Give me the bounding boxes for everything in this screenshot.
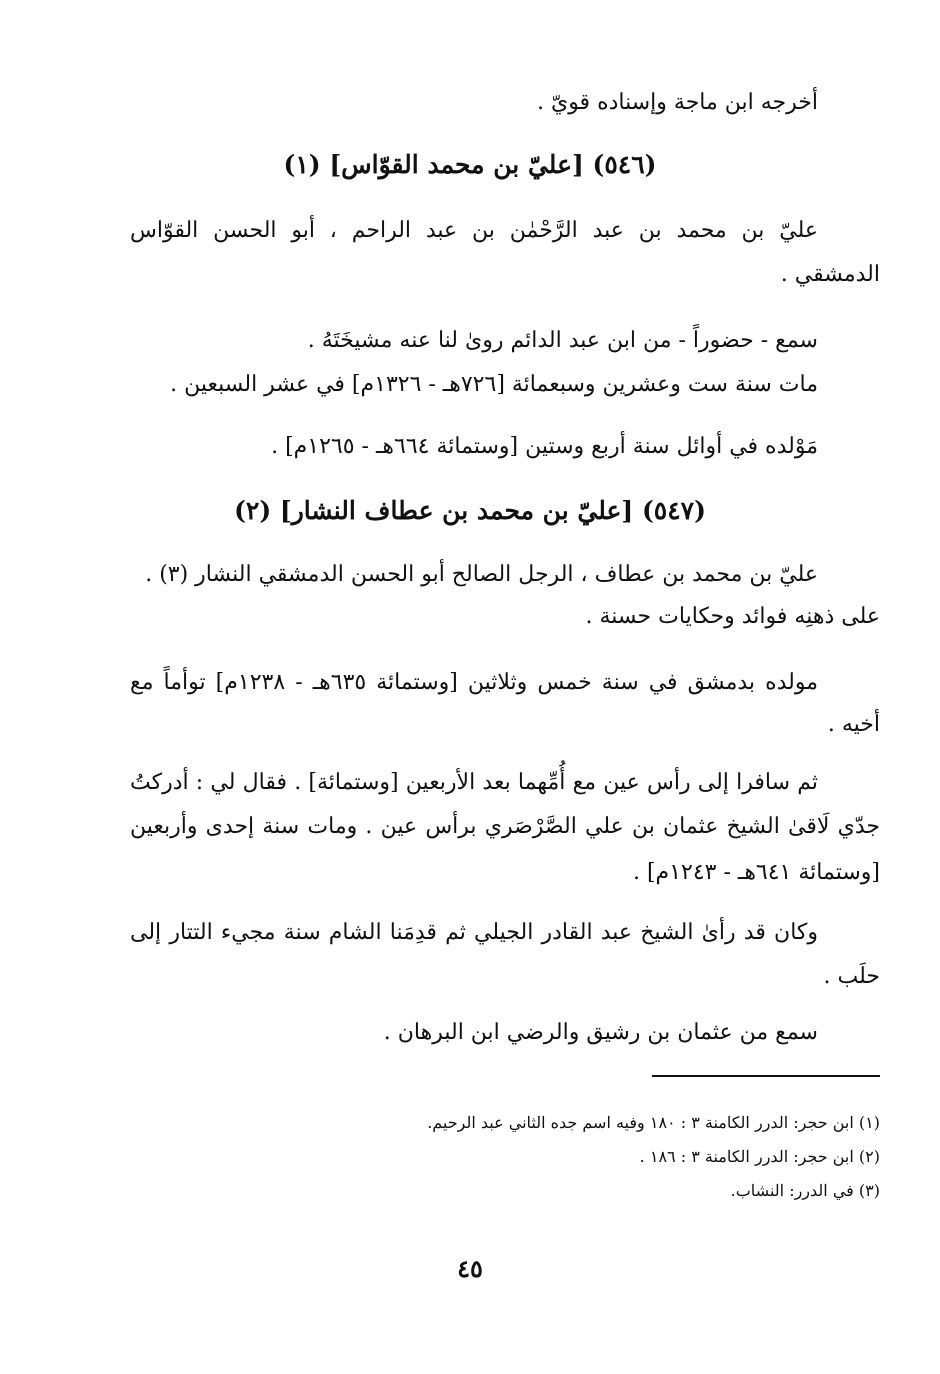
- footnote-2: (٢) ابن حجر: الدرر الكامنة ٣ : ١٨٦ .: [639, 1147, 880, 1166]
- footnote-separator: [652, 1075, 880, 1077]
- text-line: ثم سافرا إلى رأس عين مع أُمِّهما بعد الأربعين [وستمائة] . فقال لي : أدركتُ: [130, 770, 818, 795]
- text-line: جدّي لَاقىٰ الشيخ عثمان بن علي الصَّرْصَري برأس عين . ومات سنة إحدى وأربعين: [130, 814, 880, 839]
- text-line: على ذهنِه فوائد وحكايات حسنة .: [585, 604, 880, 629]
- text-line: عليّ بن محمد بن عبد الرَّحْمٰن بن عبد الراحم ، أبو الحسن القوّاس: [130, 218, 818, 243]
- text-line: حلَب .: [823, 964, 880, 989]
- text-line: أخرجه ابن ماجة وإسناده قويّ .: [536, 90, 818, 115]
- text-line: وكان قد رأىٰ الشيخ عبد القادر الجيلي ثم قدِمَنا الشام سنة مجيء التتار إلى: [130, 920, 818, 945]
- text-line: الدمشقي .: [780, 262, 880, 287]
- entry-heading-547: (٥٤٧) [عليّ بن محمد بن عطاف النشار] (٢): [234, 496, 706, 525]
- text-line: سمع من عثمان بن رشيق والرضي ابن البرهان .: [383, 1020, 818, 1045]
- footnote-3: (٣) في الدرر: النشاب.: [730, 1181, 880, 1200]
- text-line: عليّ بن محمد بن عطاف ، الرجل الصالح أبو الحسن الدمشقي النشار (٣) .: [145, 562, 818, 587]
- text-line: سمع - حضوراً - من ابن عبد الدائم روىٰ لنا عنه مشيخَتَهُ .: [307, 328, 818, 353]
- entry-heading-546: (٥٤٦) [عليّ بن محمد القوّاس] (١): [283, 150, 657, 179]
- text-line: أخيه .: [827, 712, 880, 737]
- text-line: مَوْلده في أوائل سنة أربع وستين [وستمائة ٦٦٤هـ - ١٢٦٥م] .: [271, 434, 818, 459]
- page-number: ٤٥: [457, 1254, 483, 1283]
- text-line: [وستمائة ٦٤١هـ - ١٢٤٣م] .: [632, 860, 880, 885]
- footnote-1: (١) ابن حجر: الدرر الكامنة ٣ : ١٨٠ وفيه اسم جده الثاني عبد الرحيم.: [427, 1113, 880, 1132]
- text-line: مولده بدمشق في سنة خمس وثلاثين [وستمائة ٦٣٥هـ - ١٢٣٨م] توأماً مع: [130, 670, 818, 695]
- text-line: مات سنة ست وعشرين وسبعمائة [٧٢٦هـ - ١٣٢٦م] في عشر السبعين .: [170, 372, 818, 397]
